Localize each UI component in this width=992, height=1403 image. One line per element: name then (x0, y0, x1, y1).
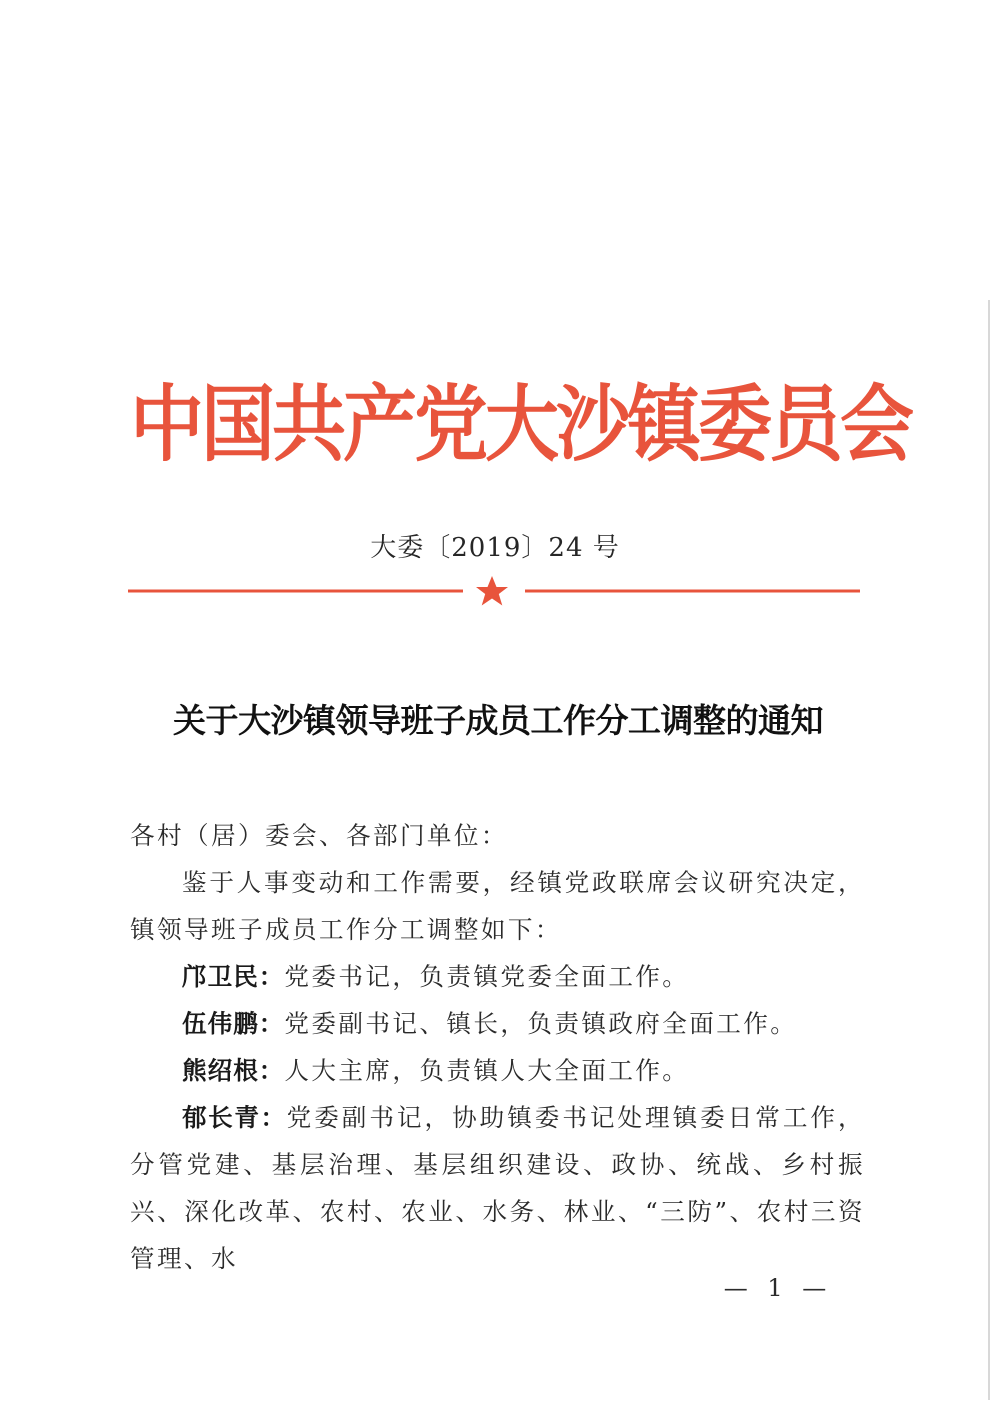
official-duty: 党委副书记、镇长，负责镇政府全面工作。 (284, 1009, 798, 1038)
addressee: 各村（居）委会、各部门单位： (130, 821, 508, 850)
official-name: 伍伟鹏： (182, 1009, 285, 1038)
official-name: 郁长青： (182, 1103, 287, 1132)
assignment-item (130, 1047, 865, 1094)
page-number: — 1 — (723, 1274, 833, 1302)
official-duty: 党委副书记，协助镇委书记处理镇委日常工作，分管党建、基层治理、基层组织建设、政协、统战、乡村振兴、深化改革、农村、农业、水务、林业、“三防”、农村三资管理、水 (130, 1103, 865, 1273)
official-duty: 人大主席，负责镇人大全面工作。 (284, 1056, 690, 1085)
assignment-item (130, 1094, 865, 1282)
scan-edge-shadow (988, 300, 990, 1400)
organization-header: 中国共产党大沙镇委员会 (130, 377, 911, 474)
star-icon (476, 576, 508, 606)
assignment-item (130, 953, 865, 1000)
document-title: 关于大沙镇领导班子成员工作分工调整的通知 (173, 701, 823, 740)
intro-paragraph: 鉴于人事变动和工作需要，经镇党政联席会议研究决定，镇领导班子成员工作分工调整如下： (130, 868, 865, 944)
official-name: 熊绍根： (182, 1056, 285, 1085)
red-divider (128, 573, 860, 613)
official-name: 邝卫民： (182, 962, 285, 991)
document-body (130, 812, 865, 1282)
assignment-item (130, 1000, 865, 1047)
document-number: 大委〔2019〕24 号 (370, 533, 620, 563)
official-duty: 党委书记，负责镇党委全面工作。 (284, 962, 690, 991)
